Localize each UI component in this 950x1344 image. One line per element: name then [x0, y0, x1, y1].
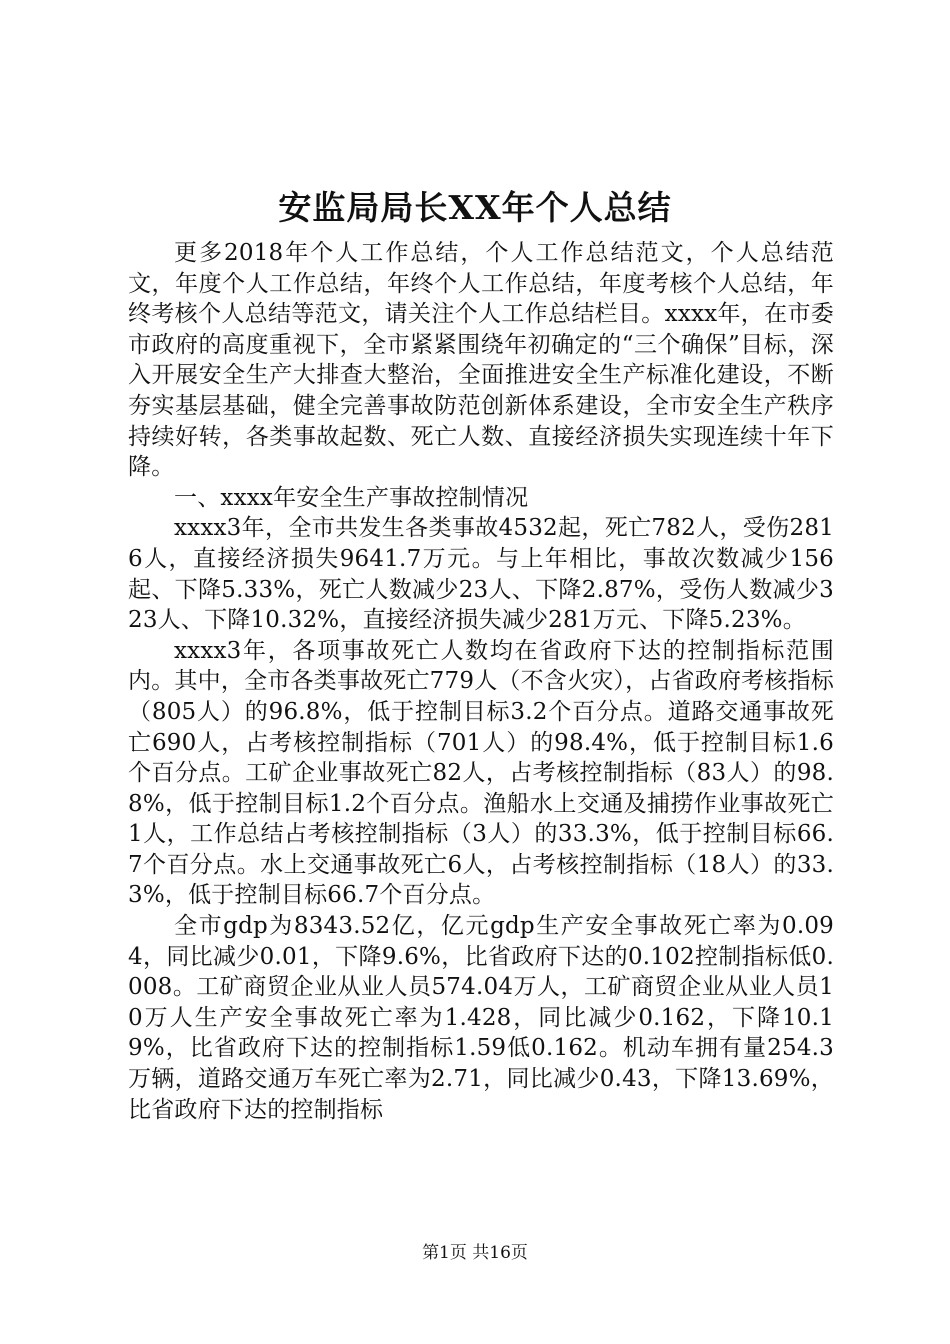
paragraph-accident-stats: xxxx3年，全市共发生各类事故4532起，死亡782人，受伤2816人，直接经济损失9641.7万元。与上年相比，事故次数减少156起、下降5.33%，死亡人数减少23人、下降2.87%，受伤人数减少323人、下降10.32%，直接经济损失减少281万元、下降5.23%。 [128, 515, 834, 634]
paragraph-intro: 更多2018年个人工作总结，个人工作总结范文，个人总结范文，年度个人工作总结，年终个人工作总结，年度考核个人总结，年终考核个人总结等范文，请关注个人工作总结栏目。xxxx年，在市委市政府的高度重视下，全市紧紧围绕年初确定的“三个确保”目标，深入开展安全生产大排查大整治，全面推进安全生产标准化建设，不断夯实基层基础，健全完善事故防范创新体系建设，全市安全生产秩序持续好转，各类事故起数、死亡人数、直接经济损失实现连续十年下降。 [128, 240, 834, 481]
paragraph-control-indicators: xxxx3年，各项事故死亡人数均在省政府下达的控制指标范围内。其中，全市各类事故死亡779人（不含火灾），占省政府考核指标（805人）的96.8%，低于控制目标3.2个百分点。道路交通事故死亡690人，占考核控制指标（701人）的98.4%，低于控制目标1.6个百分点。工矿企业事故死亡82人，占考核控制指标（83人）的98.8%，低于控制目标1.2个百分点。渔船水上交通及捕捞作业事故死亡1人，工作总结占考核控制指标（3人）的33.3%，低于控制目标66.7个百分点。水上交通事故死亡6人，占考核控制指标（18人）的33.3%，低于控制目标66.7个百分点。 [128, 637, 834, 909]
document-title: 安监局局长XX年个人总结 [278, 188, 672, 227]
document-body [128, 238, 834, 1125]
page-footer: 第1页 共16页 [422, 1243, 528, 1263]
paragraph-gdp-rates: 全市gdp为8343.52亿，亿元gdp生产安全事故死亡率为0.094，同比减少0.01，下降9.6%，比省政府下达的0.102控制指标低0.008。工矿商贸企业从业人员574.04万人，工矿商贸企业从业人员10万人生产安全事故死亡率为1.428，同比减少0.162，下降10.19%，比省政府下达的控制指标1.59低0.162。机动车拥有量254.3万辆，道路交通万车死亡率为2.71，同比减少0.43，下降13.69%，比省政府下达的控制指标 [128, 913, 834, 1123]
section-heading: 一、xxxx年安全生产事故控制情况 [174, 484, 529, 511]
